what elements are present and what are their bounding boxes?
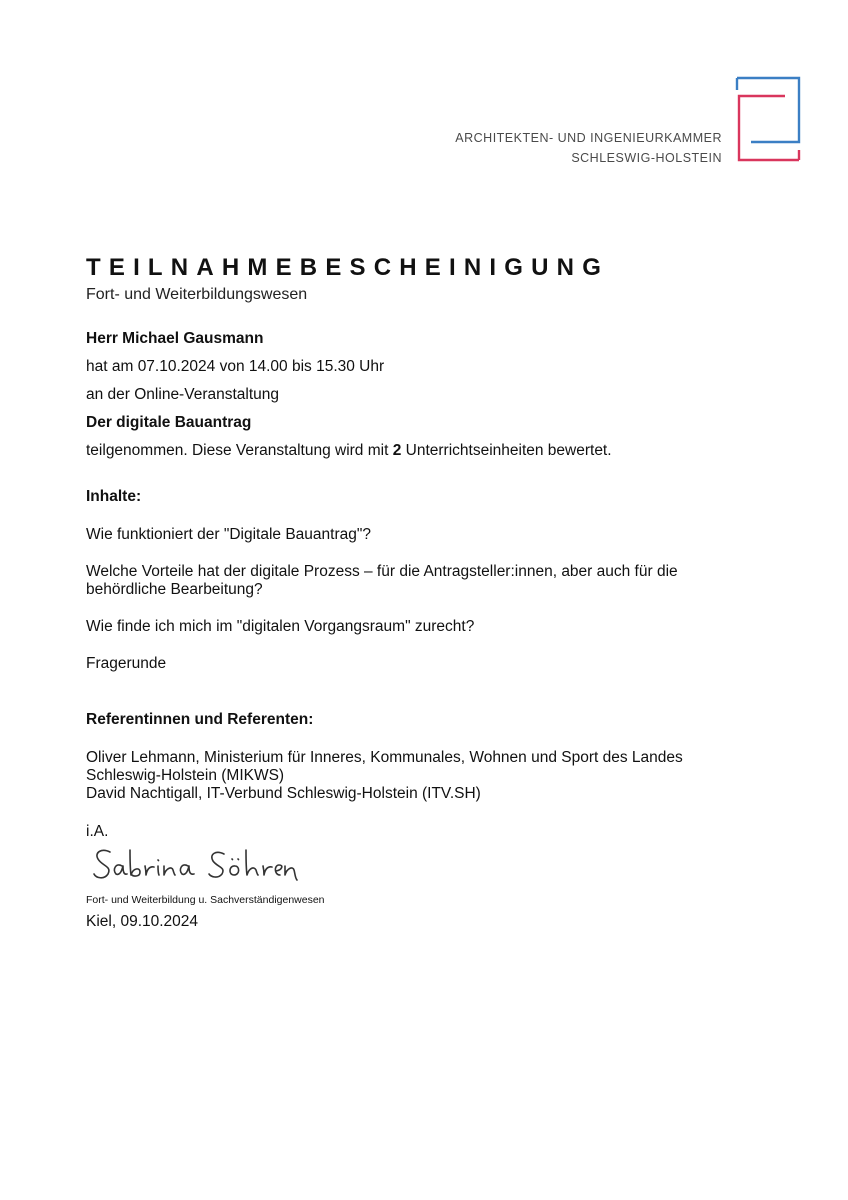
- speaker-item: Oliver Lehmann, Ministerium für Inneres, Kommunales, Wohnen und Sport des Landes Schleswig-Holstein (MIKWS): [86, 749, 683, 784]
- certificate-title: TEILNAHMEBESCHEINIGUNG: [86, 254, 610, 281]
- contents-item: Welche Vorteile hat der digitale Prozess – für die Antragsteller:innen, aber auch für die behördliche Bearbeitung?: [86, 563, 678, 598]
- contents-item: Wie funktioniert der "Digitale Bauantrag"?: [86, 526, 371, 543]
- organization-name: [455, 128, 722, 168]
- event-intro-line: an der Online-Veranstaltung: [86, 386, 280, 403]
- organization-name-line-2: SCHLESWIG-HOLSTEIN: [571, 151, 722, 165]
- speakers-heading: Referentinnen und Referenten:: [86, 711, 314, 728]
- result-suffix: Unterrichtseinheiten bewertet.: [401, 442, 612, 459]
- contents-heading: Inhalte:: [86, 488, 142, 505]
- attendance-date-line: hat am 07.10.2024 von 14.00 bis 15.30 Uhr: [86, 358, 385, 375]
- logo-red-bracket: [739, 96, 799, 160]
- signatory-department: Fort- und Weiterbildung u. Sachverständigenwesen: [86, 894, 325, 906]
- participant-name: Herr Michael Gausmann: [86, 330, 264, 347]
- place-and-date: Kiel, 09.10.2024: [86, 913, 199, 930]
- event-title: Der digitale Bauantrag: [86, 414, 252, 431]
- certificate-subtitle: Fort- und Weiterbildungswesen: [86, 286, 308, 303]
- organization-name-line-1: ARCHITEKTEN- UND INGENIEURKAMMER: [455, 131, 722, 145]
- certificate-body: [86, 330, 726, 931]
- contents-item: Fragerunde: [86, 655, 167, 672]
- chamber-logo-icon: [735, 76, 801, 162]
- result-line: [86, 442, 726, 460]
- contents-item: Wie finde ich mich im "digitalen Vorgangsraum" zurecht?: [86, 618, 475, 635]
- speaker-item: David Nachtigall, IT-Verbund Schleswig-Holstein (ITV.SH): [86, 785, 481, 802]
- result-prefix: teilgenommen. Diese Veranstaltung wird mit: [86, 442, 393, 459]
- logo-blue-bracket: [737, 78, 799, 142]
- units-count: 2: [392, 442, 402, 459]
- handwritten-signature: [92, 842, 322, 892]
- signature-prefix: i.A.: [86, 823, 109, 840]
